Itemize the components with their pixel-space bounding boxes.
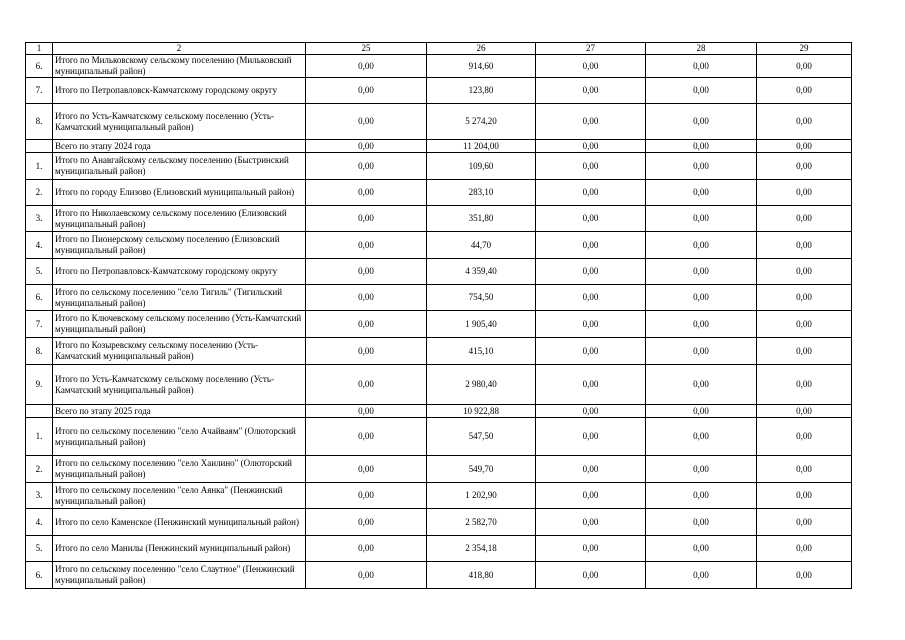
value-cell: 0,00	[536, 78, 646, 104]
table-row	[26, 418, 852, 456]
value-cell: 0,00	[757, 206, 852, 232]
value-cell: 0,00	[757, 285, 852, 311]
row-name: Итого по сельскому поселению "село Слаутное" (Пенжинский муниципальный район)	[53, 562, 306, 589]
value-cell: 2 582,70	[427, 509, 536, 536]
row-number: 4.	[26, 232, 53, 259]
value-cell: 0,00	[306, 206, 427, 232]
value-cell: 2 980,40	[427, 365, 536, 405]
value-cell: 0,00	[306, 232, 427, 259]
value-cell: 754,50	[427, 285, 536, 311]
table-row	[26, 78, 852, 104]
value-cell: 0,00	[306, 153, 427, 180]
value-cell: 0,00	[646, 338, 757, 365]
table-row	[26, 55, 852, 78]
row-number: 8.	[26, 338, 53, 365]
value-cell: 0,00	[536, 285, 646, 311]
value-cell: 0,00	[646, 140, 757, 153]
row-name: Итого по Николаевскому сельскому поселению (Елизовский муниципальный район)	[53, 206, 306, 232]
value-cell: 0,00	[757, 180, 852, 206]
value-cell: 0,00	[306, 456, 427, 483]
value-cell: 0,00	[757, 456, 852, 483]
row-number: 5.	[26, 536, 53, 562]
table-header-row	[26, 43, 852, 55]
value-cell: 0,00	[306, 536, 427, 562]
row-number: 1.	[26, 418, 53, 456]
value-cell: 2 354,18	[427, 536, 536, 562]
value-cell: 0,00	[306, 509, 427, 536]
value-cell: 0,00	[646, 311, 757, 338]
value-cell: 0,00	[757, 562, 852, 589]
value-cell: 914,60	[427, 55, 536, 78]
row-name: Итого по сельскому поселению "село Ачайваям" (Олюторский муниципальный район)	[53, 418, 306, 456]
value-cell: 415,10	[427, 338, 536, 365]
data-table	[25, 42, 852, 589]
row-name: Итого по село Каменское (Пенжинский муниципальный район)	[53, 509, 306, 536]
value-cell: 0,00	[306, 78, 427, 104]
value-cell: 4 359,40	[427, 259, 536, 285]
row-number: 2.	[26, 180, 53, 206]
row-name: Итого по Усть-Камчатскому сельскому поселению (Усть-Камчатский муниципальный район)	[53, 104, 306, 140]
table-row	[26, 180, 852, 206]
value-cell: 0,00	[536, 536, 646, 562]
row-name: Всего по этапу 2024 года	[53, 140, 306, 153]
value-cell: 351,80	[427, 206, 536, 232]
table-row	[26, 259, 852, 285]
row-name: Итого по сельскому поселению "село Аянка" (Пенжинский муниципальный район)	[53, 483, 306, 509]
table-row	[26, 206, 852, 232]
row-number	[26, 140, 53, 153]
value-cell: 0,00	[757, 365, 852, 405]
row-number	[26, 405, 53, 418]
table-row	[26, 140, 852, 153]
row-name: Итого по Мильковскому сельскому поселению (Мильковский муниципальный район)	[53, 55, 306, 78]
value-cell: 0,00	[757, 259, 852, 285]
table-row	[26, 509, 852, 536]
value-cell: 0,00	[757, 338, 852, 365]
row-name: Итого по сельскому поселению "село Тигиль" (Тигильский муниципальный район)	[53, 285, 306, 311]
value-cell: 0,00	[536, 140, 646, 153]
value-cell: 418,80	[427, 562, 536, 589]
header-cell: 28	[646, 43, 757, 55]
value-cell: 0,00	[306, 285, 427, 311]
value-cell: 0,00	[646, 536, 757, 562]
value-cell: 0,00	[306, 418, 427, 456]
row-number: 9.	[26, 365, 53, 405]
value-cell: 0,00	[536, 153, 646, 180]
value-cell: 0,00	[646, 180, 757, 206]
value-cell: 0,00	[536, 259, 646, 285]
value-cell: 0,00	[306, 405, 427, 418]
value-cell: 0,00	[757, 311, 852, 338]
value-cell: 0,00	[646, 259, 757, 285]
row-number: 5.	[26, 259, 53, 285]
value-cell: 0,00	[757, 78, 852, 104]
value-cell: 0,00	[306, 104, 427, 140]
row-name: Итого по село Манилы (Пенжинский муниципальный район)	[53, 536, 306, 562]
value-cell: 0,00	[536, 418, 646, 456]
value-cell: 0,00	[646, 153, 757, 180]
value-cell: 0,00	[646, 78, 757, 104]
value-cell: 0,00	[536, 338, 646, 365]
value-cell: 0,00	[646, 55, 757, 78]
row-number: 6.	[26, 285, 53, 311]
value-cell: 1 905,40	[427, 311, 536, 338]
value-cell: 0,00	[757, 153, 852, 180]
value-cell: 0,00	[757, 104, 852, 140]
value-cell: 0,00	[306, 338, 427, 365]
value-cell: 0,00	[757, 509, 852, 536]
row-name: Итого по Ключевскому сельскому поселению (Усть-Камчатский муниципальный район)	[53, 311, 306, 338]
header-cell: 2	[53, 43, 306, 55]
value-cell: 44,70	[427, 232, 536, 259]
value-cell: 0,00	[646, 405, 757, 418]
table-row	[26, 456, 852, 483]
value-cell: 0,00	[536, 311, 646, 338]
value-cell: 0,00	[757, 140, 852, 153]
value-cell: 0,00	[646, 365, 757, 405]
table-row	[26, 405, 852, 418]
value-cell: 0,00	[646, 509, 757, 536]
value-cell: 0,00	[306, 311, 427, 338]
header-cell: 27	[536, 43, 646, 55]
row-name: Итого по сельскому поселению "село Хаилино" (Олюторский муниципальный район)	[53, 456, 306, 483]
value-cell: 10 922,88	[427, 405, 536, 418]
row-number: 6.	[26, 55, 53, 78]
value-cell: 0,00	[646, 562, 757, 589]
table-row	[26, 483, 852, 509]
table-row	[26, 285, 852, 311]
table-row	[26, 338, 852, 365]
value-cell: 1 202,90	[427, 483, 536, 509]
table-row	[26, 365, 852, 405]
table-row	[26, 232, 852, 259]
value-cell: 109,60	[427, 153, 536, 180]
value-cell: 549,70	[427, 456, 536, 483]
row-number: 6.	[26, 562, 53, 589]
row-name: Итого по Анавгайскому сельскому поселению (Быстринский муниципальный район)	[53, 153, 306, 180]
value-cell: 0,00	[757, 418, 852, 456]
header-cell: 25	[306, 43, 427, 55]
table-row	[26, 311, 852, 338]
row-number: 7.	[26, 311, 53, 338]
value-cell: 0,00	[536, 509, 646, 536]
value-cell: 0,00	[757, 536, 852, 562]
header-cell: 1	[26, 43, 53, 55]
value-cell: 0,00	[306, 365, 427, 405]
value-cell: 0,00	[757, 405, 852, 418]
value-cell: 0,00	[757, 232, 852, 259]
value-cell: 283,10	[427, 180, 536, 206]
value-cell: 0,00	[536, 55, 646, 78]
value-cell: 0,00	[536, 104, 646, 140]
table-row	[26, 153, 852, 180]
value-cell: 0,00	[536, 232, 646, 259]
value-cell: 0,00	[306, 259, 427, 285]
row-name: Итого по Петропавловск-Камчатскому городскому округу	[53, 78, 306, 104]
value-cell: 0,00	[536, 456, 646, 483]
value-cell: 0,00	[646, 418, 757, 456]
header-cell: 26	[427, 43, 536, 55]
value-cell: 0,00	[536, 180, 646, 206]
row-name: Итого по Пионерскому сельскому поселению (Елизовский муниципальный район)	[53, 232, 306, 259]
value-cell: 0,00	[306, 180, 427, 206]
table-row	[26, 104, 852, 140]
row-name: Всего по этапу 2025 года	[53, 405, 306, 418]
value-cell: 0,00	[306, 55, 427, 78]
table-row	[26, 562, 852, 589]
value-cell: 0,00	[536, 365, 646, 405]
header-cell: 29	[757, 43, 852, 55]
value-cell: 0,00	[757, 483, 852, 509]
value-cell: 0,00	[646, 206, 757, 232]
value-cell: 0,00	[306, 562, 427, 589]
row-number: 8.	[26, 104, 53, 140]
value-cell: 0,00	[646, 456, 757, 483]
value-cell: 0,00	[646, 104, 757, 140]
value-cell: 0,00	[536, 206, 646, 232]
value-cell: 0,00	[646, 483, 757, 509]
row-number: 3.	[26, 483, 53, 509]
value-cell: 123,80	[427, 78, 536, 104]
row-name: Итого по Усть-Камчатскому сельскому поселению (Усть-Камчатский муниципальный район)	[53, 365, 306, 405]
value-cell: 0,00	[536, 405, 646, 418]
value-cell: 0,00	[646, 285, 757, 311]
row-number: 3.	[26, 206, 53, 232]
value-cell: 547,50	[427, 418, 536, 456]
value-cell: 0,00	[306, 483, 427, 509]
value-cell: 11 204,00	[427, 140, 536, 153]
row-number: 4.	[26, 509, 53, 536]
row-name: Итого по Петропавловск-Камчатскому городскому округу	[53, 259, 306, 285]
table-row	[26, 536, 852, 562]
row-name: Итого по Козыревскому сельскому поселению (Усть-Камчатский муниципальный район)	[53, 338, 306, 365]
value-cell: 0,00	[306, 140, 427, 153]
row-number: 7.	[26, 78, 53, 104]
row-number: 1.	[26, 153, 53, 180]
row-number: 2.	[26, 456, 53, 483]
value-cell: 0,00	[757, 55, 852, 78]
value-cell: 0,00	[646, 232, 757, 259]
row-name: Итого по городу Елизово (Елизовский муниципальный район)	[53, 180, 306, 206]
value-cell: 0,00	[536, 562, 646, 589]
value-cell: 5 274,20	[427, 104, 536, 140]
value-cell: 0,00	[536, 483, 646, 509]
